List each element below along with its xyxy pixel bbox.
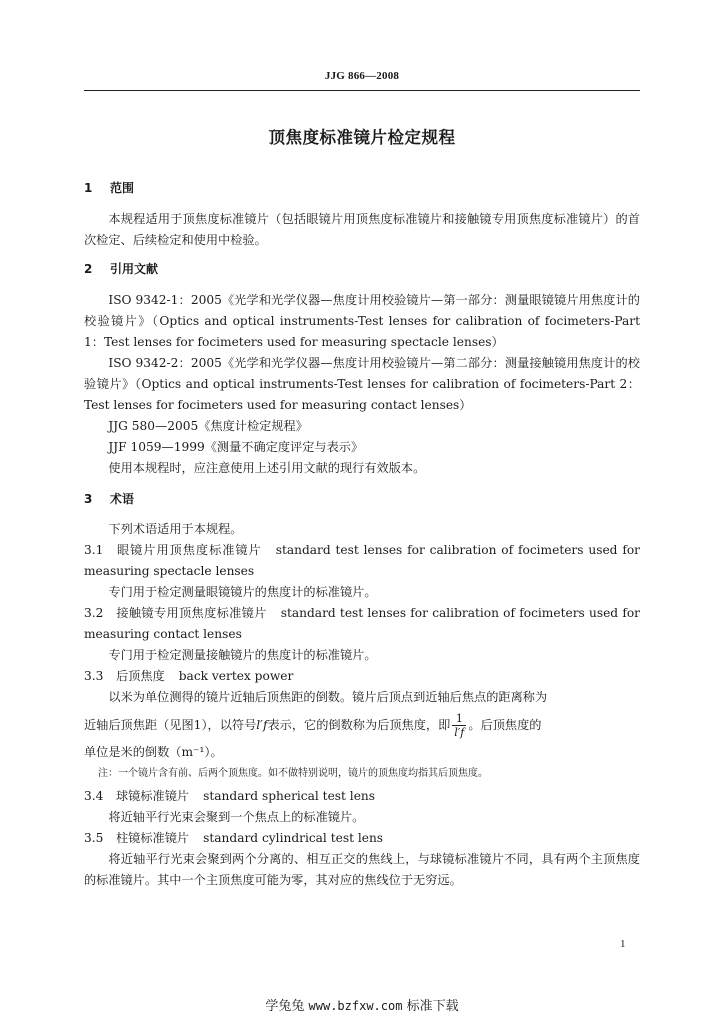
fraction-denominator: l′f xyxy=(454,726,465,739)
footer-url-link[interactable]: www.bzfxw.com xyxy=(308,999,403,1013)
term-3-5 xyxy=(84,828,640,849)
term-name-cn: 球镜标准镜片 xyxy=(116,789,190,803)
term-name-en: standard test lenses for calibration of focimeters used for measuring spectacle lenses xyxy=(84,543,640,578)
term-name-cn: 眼镜片用顶焦度标准镜片 xyxy=(116,543,262,557)
reference-jjf-1059: JJF 1059—1999《测量不确定度评定与表示》 xyxy=(108,440,364,454)
definition-text: 近轴后顶焦距（见图1），以符号 xyxy=(84,718,257,732)
section-title: 引用文献 xyxy=(110,262,159,276)
term-name-en: standard spherical test lens xyxy=(203,789,376,803)
symbol-l-prime-f: l′f xyxy=(256,718,268,732)
term-3-3-definition-line-3: 单位是米的倒数（m⁻¹）。 xyxy=(84,745,223,759)
site-footer xyxy=(0,995,724,1014)
section-number: 3 xyxy=(84,492,93,506)
term-number: 3.2 xyxy=(84,606,104,620)
term-name-en: standard cylindrical test lens xyxy=(203,831,384,845)
term-3-3-definition-line-1: 以米为单位测得的镜片近轴后顶焦距的倒数。镜片后顶点到近轴后焦点的距离称为 xyxy=(108,690,548,704)
section-3-heading xyxy=(84,489,640,510)
term-name-en: standard test lenses for calibration of focimeters used for measuring contact lenses xyxy=(84,606,640,641)
term-3-3-note: 注：一个镜片含有前、后两个顶焦度。如不做特别说明，镜片的顶焦度均指其后顶焦度。 xyxy=(98,768,488,779)
term-3-2 xyxy=(84,603,640,645)
term-number: 3.4 xyxy=(84,789,104,803)
term-name-cn: 柱镜标准镜片 xyxy=(116,831,190,845)
reference-jjg-580: JJG 580—2005《焦度计检定规程》 xyxy=(108,419,308,433)
term-3-4-definition: 将近轴平行光束会聚到一个焦点上的标准镜片。 xyxy=(108,810,365,824)
term-3-4 xyxy=(84,786,640,807)
term-number: 3.1 xyxy=(84,543,104,557)
term-3-1-definition: 专门用于检定测量眼镜镜片的焦度计的标准镜片。 xyxy=(108,585,377,599)
section-2-heading xyxy=(84,259,640,280)
reference-note: 使用本规程时，应注意使用上述引用文献的现行有效版本。 xyxy=(108,461,426,475)
page-number: 1 xyxy=(620,938,626,950)
reference-iso-9342-1: ISO 9342-1：2005《光学和光学仪器—焦度计用校验镜片—第一部分：测量眼镜镜片用焦度计的校验镜片》（Optics and optical instruments-Test lenses for calibration of focimeters-Part 1：Test lenses for focimeters used for measuring spectacle lenses） xyxy=(84,293,640,349)
section-number: 2 xyxy=(84,262,93,276)
term-number: 3.5 xyxy=(84,831,104,845)
term-3-5-definition: 将近轴平行光束会聚到两个分离的、相互正交的焦线上，与球镜标准镜片不同，具有两个主顶焦度的标准镜片。其中一个主顶焦度可能为零，其对应的焦线位于无穷远。 xyxy=(84,852,640,887)
scope-paragraph: 本规程适用于顶焦度标准镜片（包括眼镜片用顶焦度标准镜片和接触镜专用顶焦度标准镜片）的首次检定、后续检定和使用中检验。 xyxy=(84,212,640,247)
term-3-3-definition-line-2 xyxy=(84,708,640,742)
page-title: 顶焦度标准镜片检定规程 xyxy=(268,128,456,147)
document-code-header: JJG 866—2008 xyxy=(324,70,400,82)
section-1-heading xyxy=(84,178,640,199)
section-title: 范围 xyxy=(110,181,135,195)
term-3-2-definition: 专门用于检定测量接触镜片的焦度计的标准镜片。 xyxy=(108,648,377,662)
fraction-numerator: 1 xyxy=(452,712,466,726)
section-number: 1 xyxy=(84,181,93,195)
definition-text: 。后顶焦度的 xyxy=(468,718,542,732)
terms-intro: 下列术语适用于本规程。 xyxy=(108,522,243,536)
section-title: 术语 xyxy=(110,492,135,506)
term-3-3 xyxy=(84,666,640,687)
term-name-cn: 接触镜专用顶焦度标准镜片 xyxy=(116,606,267,620)
header-rule xyxy=(84,90,640,91)
term-3-1 xyxy=(84,540,640,582)
definition-text: 表示，它的倒数称为后顶焦度，即 xyxy=(267,718,451,732)
term-number: 3.3 xyxy=(84,669,104,683)
footer-brand: 学兔兔 xyxy=(265,999,305,1014)
document-body xyxy=(84,178,640,891)
term-name-en: back vertex power xyxy=(178,669,294,683)
reference-iso-9342-2: ISO 9342-2：2005《光学和光学仪器—焦度计用校验镜片—第二部分：测量接触镜用焦度计的校验镜片》（Optics and optical instruments-Test lenses for calibration of focimeters-Part 2：Test lenses for focimeters used for measuring contact lenses） xyxy=(84,356,640,412)
footer-label: 标准下载 xyxy=(406,999,459,1014)
term-name-cn: 后顶焦度 xyxy=(116,669,165,683)
reciprocal-fraction xyxy=(452,712,466,739)
